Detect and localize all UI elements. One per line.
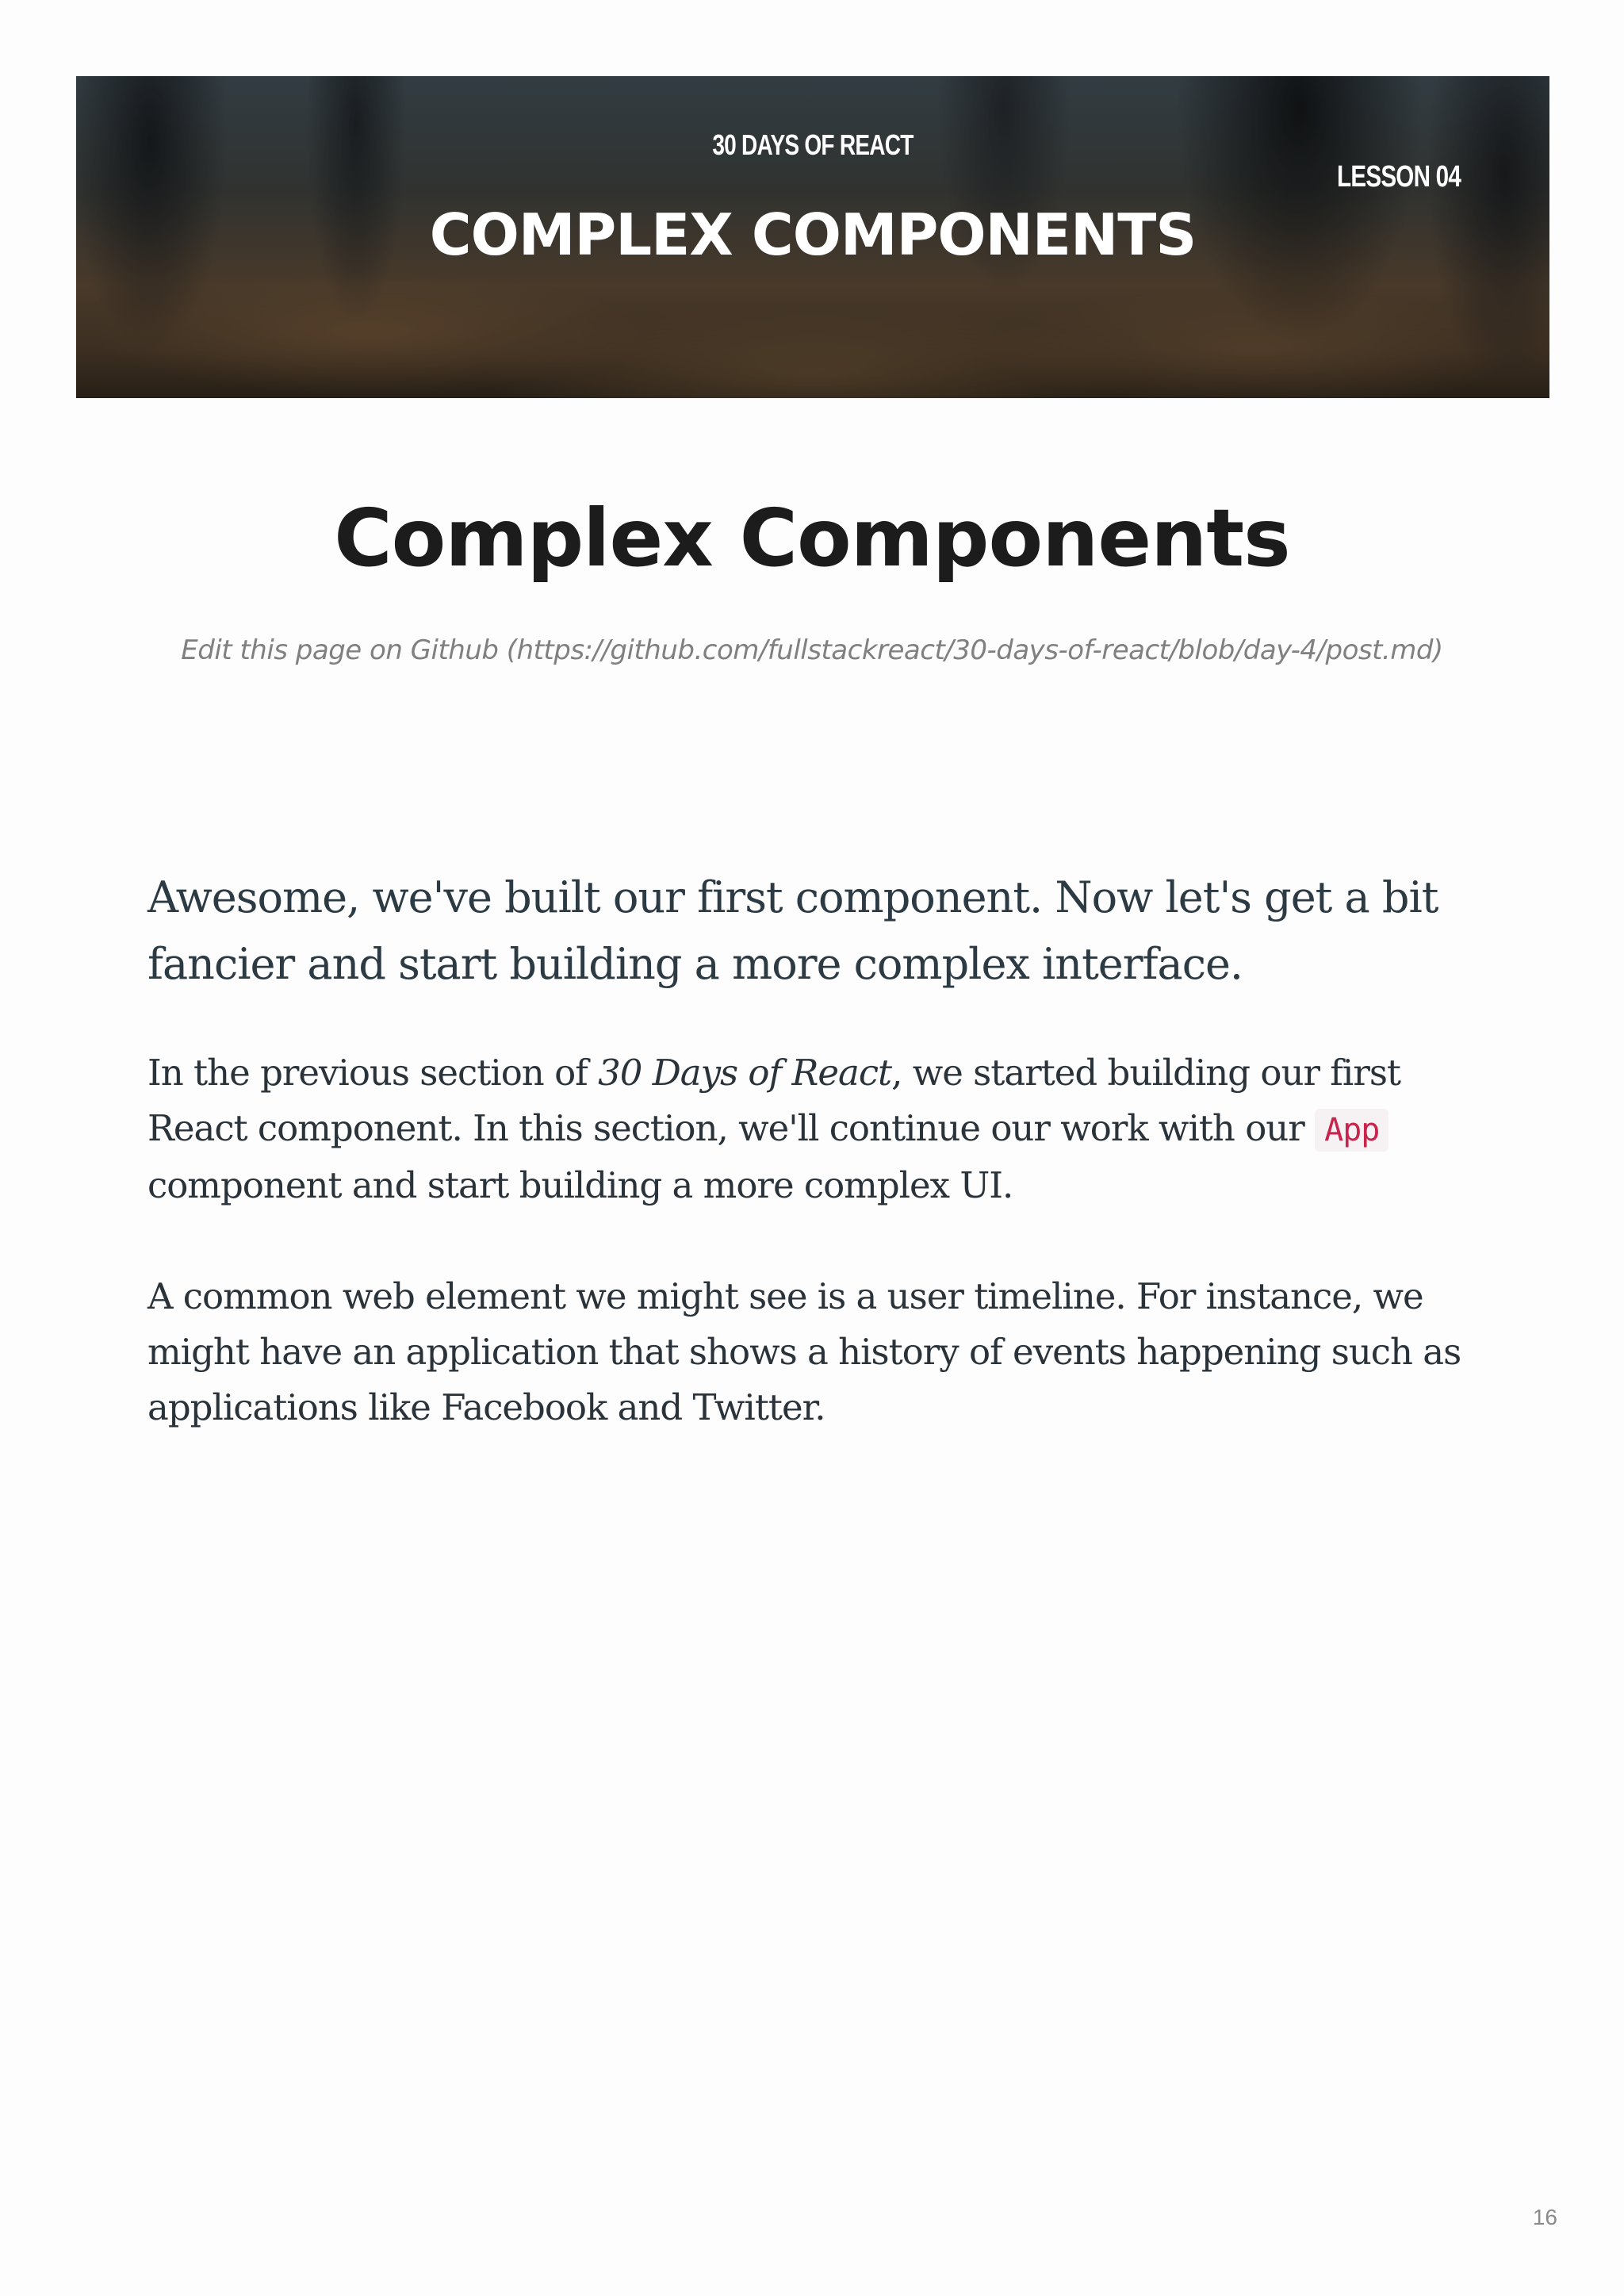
banner-title: COMPLEX COMPONENTS — [429, 201, 1197, 268]
banner-series-label: 30 DAYS OF REACT — [712, 128, 914, 161]
paragraph-text: In the previous section of — [147, 1052, 599, 1094]
series-name-emphasis: 30 Days of React — [598, 1052, 892, 1094]
paragraph-timeline: A common web element we might see is a user timeline. For instance, we might have an application that shows a history of events happening such as applications like Facebook and Twitter. — [147, 1275, 1461, 1428]
paragraph-text: component and start building a more complex UI. — [147, 1164, 1013, 1206]
paragraph-previous-section — [147, 1045, 1488, 1213]
inline-code-app: App — [1315, 1109, 1388, 1152]
banner-lesson-label: LESSON 04 — [1336, 160, 1461, 194]
page-title: Complex Components — [334, 492, 1290, 585]
page-number: 16 — [1532, 2205, 1557, 2229]
article-content — [147, 864, 1488, 1435]
edit-on-github-link[interactable]: Edit this page on Github (https://github.com/fullstackreact/30-days-of-react/blob/day-4/post.md) — [181, 634, 1443, 666]
lead-paragraph: Awesome, we've built our first component. Now let's get a bit fancier and start building a more complex interface. — [147, 872, 1438, 989]
paragraph-text: , we started building our first React component. In this section, we'll continue our work with our — [147, 1052, 1401, 1149]
lesson-banner — [76, 76, 1549, 398]
